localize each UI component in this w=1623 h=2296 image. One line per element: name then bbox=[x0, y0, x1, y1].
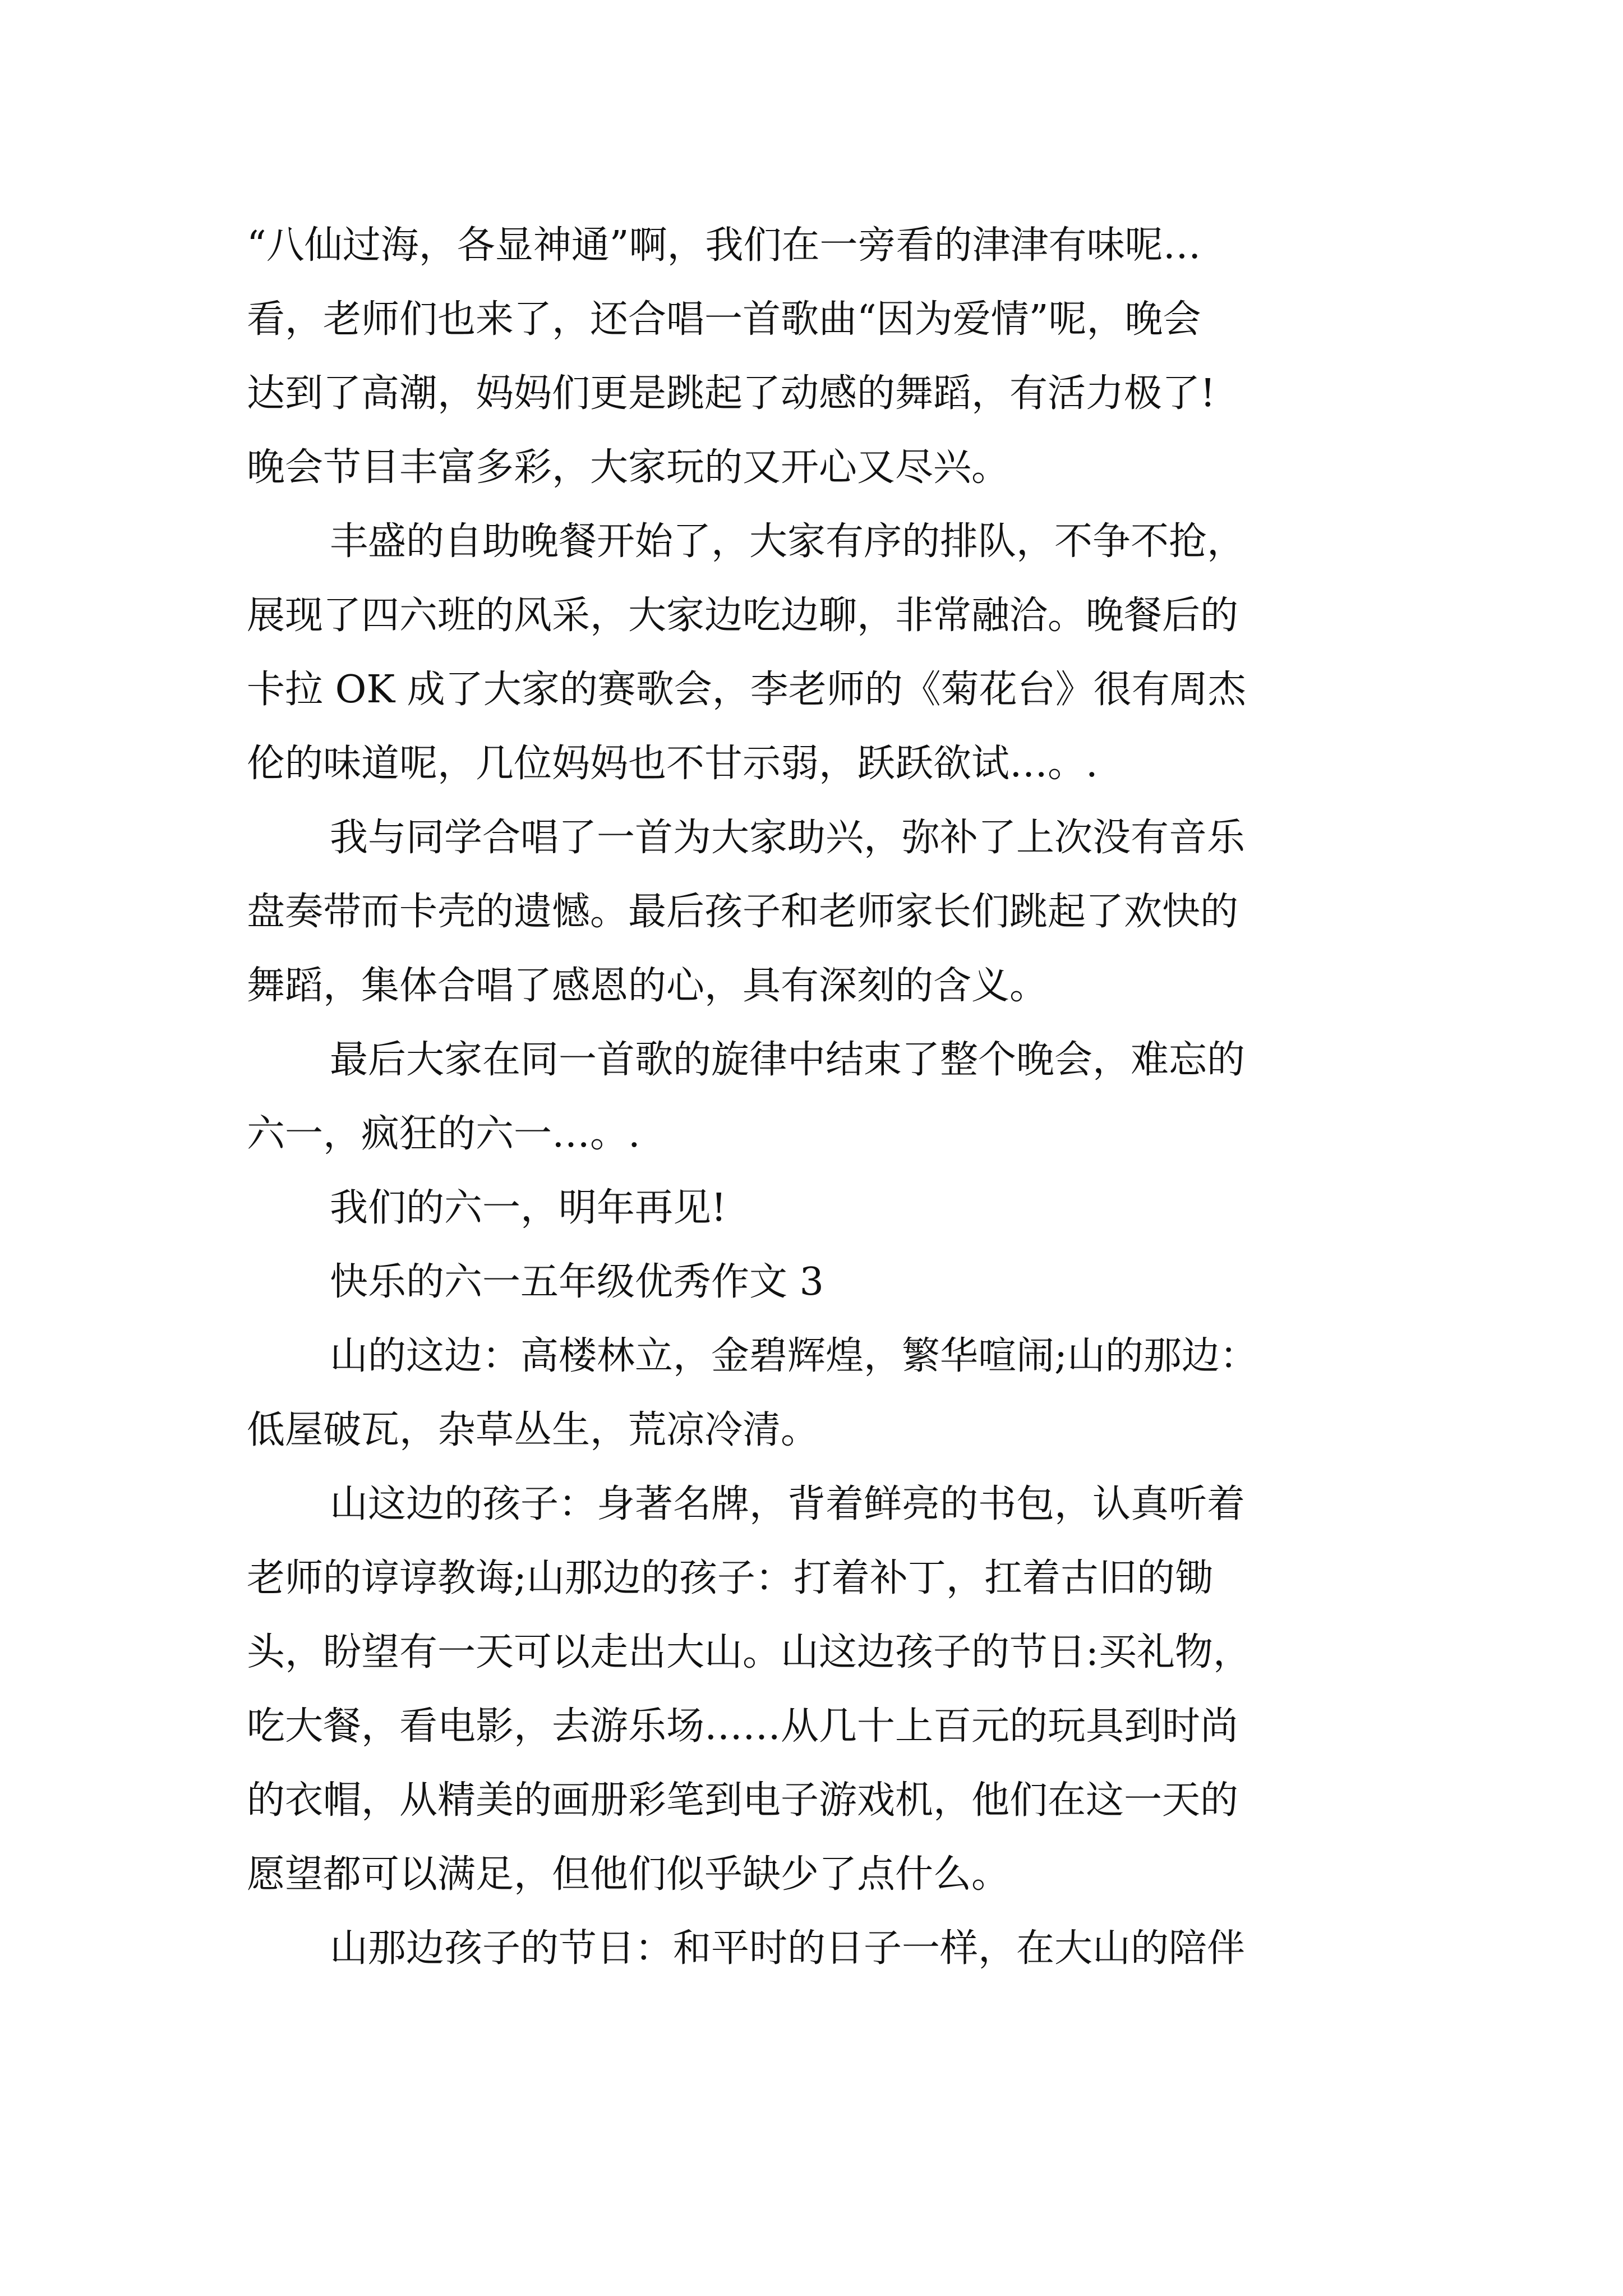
text-line: 展现了四六班的风采，大家边吃边聊，非常融洽。晚餐后的 bbox=[247, 593, 1239, 638]
text-line: 头，盼望有一天可以走出大山。山这边孩子的节日:买礼物， bbox=[247, 1630, 1251, 1674]
paragraph-first-line: 丰盛的自助晚餐开始了，大家有序的排队，不争不抢， bbox=[330, 519, 1246, 564]
paragraph-first-line: 我们的六一，明年再见! bbox=[330, 1186, 727, 1230]
paragraph-first-line: 山的这边：高楼林立，金碧辉煌，繁华喧闹;山的那边： bbox=[330, 1334, 1258, 1378]
text-line: 盘奏带而卡壳的遗憾。最后孩子和老师家长们跳起了欢快的 bbox=[247, 890, 1239, 934]
text-line: “八仙过海，各显神通”啊，我们在一旁看的津津有味呢… bbox=[247, 223, 1201, 268]
text-line: 六一，疯狂的六一…。. bbox=[247, 1112, 640, 1156]
text-line: 晚会节目丰富多彩，大家玩的又开心又尽兴。 bbox=[247, 445, 1010, 490]
text-line: 达到了高潮，妈妈们更是跳起了动感的舞蹈，有活力极了! bbox=[247, 371, 1216, 416]
text-line: 卡拉 OK 成了大家的赛歌会，李老师的《菊花台》很有周杰 bbox=[247, 668, 1246, 712]
paragraph-first-line: 山这边的孩子：身著名牌，背着鲜亮的书包，认真听着 bbox=[330, 1482, 1246, 1526]
essay-body-text bbox=[247, 209, 1391, 1986]
text-line: 舞蹈，集体合唱了感恩的心，具有深刻的含义。 bbox=[247, 964, 1048, 1008]
text-line: 伦的味道呢，几位妈妈也不甘示弱，跃跃欲试…。. bbox=[247, 742, 1098, 786]
section-heading: 快乐的六一五年级优秀作文 3 bbox=[330, 1260, 824, 1304]
text-line: 愿望都可以满足，但他们似乎缺少了点什么。 bbox=[247, 1852, 1010, 1897]
text-line: 看，老师们也来了，还合唱一首歌曲“因为爱情”呢，晚会 bbox=[247, 297, 1201, 342]
text-line: 的衣帽，从精美的画册彩笔到电子游戏机，他们在这一天的 bbox=[247, 1778, 1239, 1823]
paragraph-first-line: 山那边孩子的节日：和平时的日子一样，在大山的陪伴 bbox=[330, 1926, 1246, 1971]
text-line: 低屋破瓦，杂草丛生，荒凉冷清。 bbox=[247, 1408, 819, 1452]
paragraph-first-line: 最后大家在同一首歌的旋律中结束了整个晚会，难忘的 bbox=[330, 1038, 1246, 1082]
paragraph-first-line: 我与同学合唱了一首为大家助兴，弥补了上次没有音乐 bbox=[330, 816, 1246, 860]
text-line: 老师的谆谆教诲;山那边的孩子：打着补丁，扛着古旧的锄 bbox=[247, 1556, 1213, 1600]
text-line: 吃大餐，看电影，去游乐场……从几十上百元的玩具到时尚 bbox=[247, 1704, 1239, 1749]
